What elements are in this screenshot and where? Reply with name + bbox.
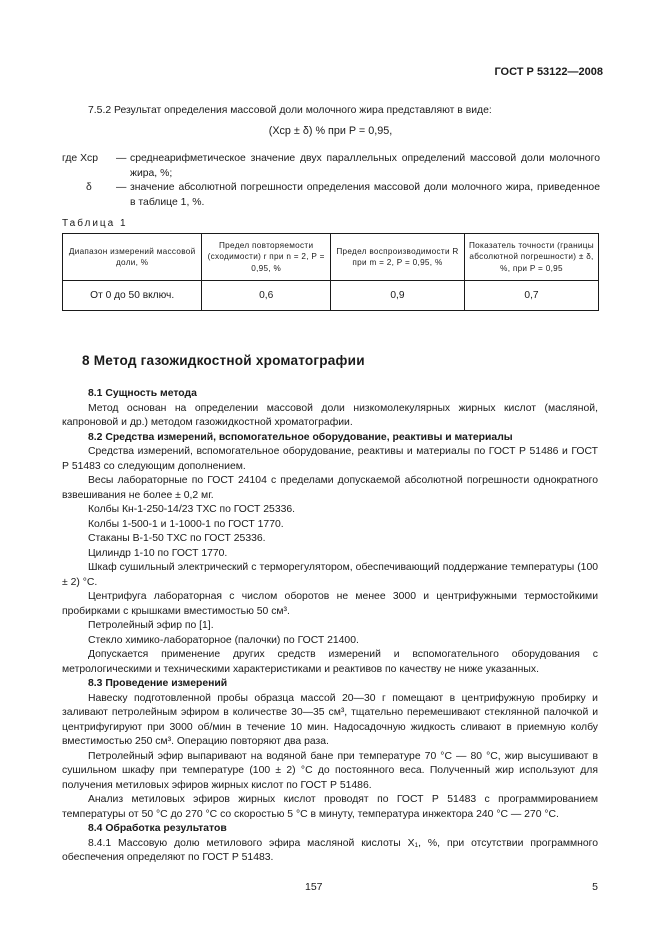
definition-symbol: δ — [86, 182, 92, 193]
equipment-line: Шкаф сушильный электрический с терморегулятором, обеспечивающий поддержание температуры (100 ± 2) °С. — [62, 562, 598, 588]
equipment-line: Центрифуга лабораторная с числом оборотов не менее 3000 и центрифужными термостойкими пробирками с крышками вместимостью 50 см³. — [62, 591, 598, 617]
section-8-title: 8 Метод газожидкостной хроматографии — [82, 353, 365, 368]
procedure-paragraph: Навеску подготовленной пробы образца массой 20—30 г помещают в центрифужную пробирку и заливают петролейным эфиром в количестве 30—35 см³, тщательно перемешивают стеклянной палочкой и центрифугируют при 3000 об/мин в течение 10 мин. Надосадочную жидкость сливают в приемную колбу вместимостью 250 см³. Операцию повторяют два раза. — [62, 692, 598, 747]
procedure-paragraph: Анализ метиловых эфиров жирных кислот проводят по ГОСТ Р 51483 с программированием температуры от 50 °С до 270 °С со скоростью 5 °С в минуту, температура инжектора 240 °С — 270 °С. — [62, 794, 598, 820]
equipment-line: Цилиндр 1-10 по ГОСТ 1770. — [88, 547, 228, 559]
equipment-line: Колбы 1-500-1 и 1-1000-1 по ГОСТ 1770. — [88, 518, 284, 530]
subsection-8-1-title: 8.1 Сущность метода — [88, 388, 197, 399]
definition-text: среднеарифметическое значение двух параллельных определений массовой доли молочного жира, %; — [130, 153, 600, 179]
table-1 — [62, 233, 599, 311]
subsection-8-3-title: 8.3 Проведение измерений — [88, 678, 228, 689]
table-cell: 0,7 — [464, 281, 598, 311]
page-number: 157 — [305, 881, 323, 893]
table-cell: От 0 до 50 включ. — [63, 281, 202, 311]
definition-row-delta — [62, 181, 600, 210]
definition-dash: — — [116, 182, 127, 193]
definition-dash: — — [116, 153, 127, 164]
table-caption: Таблица 1 — [62, 218, 128, 229]
equipment-line: Весы лабораторные по ГОСТ 24104 с пределами допускаемой абсолютной погрешности однократного взвешивания не более ± 0,2 мг. — [62, 475, 598, 501]
subsection-8-2-title: 8.2 Средства измерений, вспомогательное оборудование, реактивы и материалы — [88, 431, 513, 443]
equipment-line: Допускается применение других средств измерений и вспомогательного оборудования с метрологическими и техническими характеристиками и реактивов по качеству не ниже указанных. — [62, 649, 598, 675]
definition-row-xcp — [62, 152, 600, 181]
equipment-line: Колбы Кн-1-250-14/23 ТХС по ГОСТ 25336. — [88, 504, 296, 515]
symbol-definitions — [62, 152, 600, 210]
equipment-line: Средства измерений, вспомогательное оборудование, реактивы и материалы по ГОСТ Р 51486 и ГОСТ Р 51483 со следующим дополнением. — [62, 446, 598, 472]
table-cell: 0,9 — [330, 281, 464, 311]
equipment-line: Стекло химико-лабораторное (палочки) по ГОСТ 21400. — [88, 634, 359, 646]
subsection-8-1-text: Метод основан на определении массовой доли низкомолекулярных жирных кислот (масляной, капроновой и др.) методом газожидкостной хроматографии. — [62, 402, 598, 428]
definition-symbol: где Xср — [62, 153, 98, 164]
paragraph-8-4-1: 8.4.1 Массовую долю метилового эфира масляной кислоты X₁, %, при отсутствии программного обеспечения определяют по ГОСТ Р 51483. — [62, 837, 598, 863]
table-row — [63, 281, 599, 311]
table-header-cell: Диапазон измерений массовой доли, % — [63, 234, 202, 281]
section-8-body — [62, 387, 598, 866]
table-header-cell: Предел повторяемости (сходимости) r при n = 2, P = 0,95, % — [202, 234, 331, 281]
result-formula: (Xср ± δ) % при P = 0,95, — [268, 125, 393, 137]
procedure-paragraph: Петролейный эфир выпаривают на водяной бане при температуре 70 °С — 80 °С, жир высушивают в сушильном шкафу при температуре (100 ± 2) °С до постоянного веса. Полученный жир используют для получения метиловых эфиров жирных кислот по ГОСТ Р 51486. — [62, 750, 598, 791]
equipment-line: Петролейный эфир по [1]. — [88, 620, 214, 631]
sheet-number: 5 — [592, 881, 598, 893]
definition-text: значение абсолютной погрешности определения массовой доли молочного жира, приведенное в таблице 1, %. — [130, 182, 600, 208]
paragraph-7-5-2: 7.5.2 Результат определения массовой доли молочного жира представляют в виде: — [88, 105, 492, 116]
table-header-row — [63, 234, 599, 281]
table-header-cell: Показатель точности (границы абсолютной погрешности) ± δ, %, при P = 0,95 — [464, 234, 598, 281]
equipment-line: Стаканы В-1-50 ТХС по ГОСТ 25336. — [88, 533, 266, 544]
table-header-cell: Предел воспроизводимости R при m = 2, P = 0,95, % — [330, 234, 464, 281]
document-id-header: ГОСТ Р 53122—2008 — [494, 66, 603, 78]
table-cell: 0,6 — [202, 281, 331, 311]
subsection-8-4-title: 8.4 Обработка результатов — [88, 823, 227, 834]
